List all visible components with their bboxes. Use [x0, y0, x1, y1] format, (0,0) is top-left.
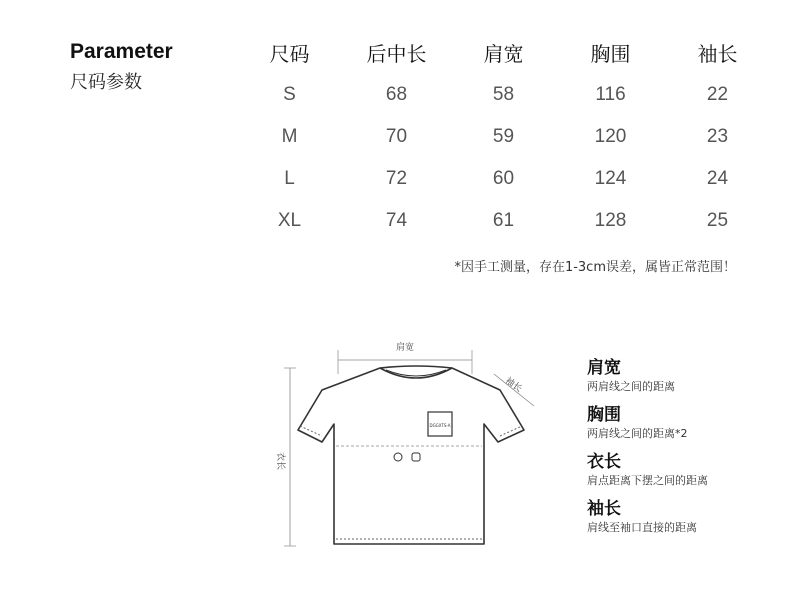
- legend-desc: 肩点距离下摆之间的距离: [587, 474, 708, 487]
- table-cell: 72: [385, 168, 408, 189]
- tshirt-outline: [298, 366, 524, 544]
- size-table-header: [236, 30, 771, 74]
- table-cell: L: [284, 168, 295, 189]
- legend-item-sleeve: [587, 498, 708, 535]
- shoulder-measure-label: 肩宽: [395, 343, 415, 353]
- table-row: [236, 158, 771, 200]
- legend-desc: 肩线至袖口直接的距离: [587, 521, 697, 534]
- column-header: 肩宽: [483, 41, 524, 66]
- legend-item-chest: [587, 404, 708, 441]
- front-icon: [412, 453, 420, 461]
- table-cell: 120: [594, 126, 627, 147]
- table-cell: 70: [385, 126, 408, 147]
- size-table: [236, 30, 771, 242]
- table-cell: 25: [706, 210, 729, 231]
- column-header: 袖长: [697, 41, 738, 66]
- table-cell: 61: [492, 210, 515, 231]
- parameter-subtitle: 尺码参数: [70, 72, 142, 93]
- sleeve-measure-label: 袖长: [503, 375, 524, 395]
- front-icon: [394, 453, 402, 461]
- table-cell: 116: [595, 84, 626, 105]
- table-cell: 128: [594, 210, 627, 231]
- column-header: 后中长: [366, 41, 427, 66]
- column-header: 尺码: [269, 41, 310, 66]
- table-cell: 68: [385, 84, 408, 105]
- legend-desc: 两肩线之间的距离*2: [587, 427, 688, 440]
- parameter-title: Parameter: [70, 40, 173, 63]
- sleeve-hem-left: [300, 426, 322, 436]
- table-cell: 58: [492, 84, 515, 105]
- table-cell: 22: [706, 84, 729, 105]
- legend-title: 衣长: [587, 452, 621, 472]
- measurement-legend: [587, 357, 708, 545]
- table-row: [236, 74, 771, 116]
- legend-title: 胸围: [587, 405, 621, 425]
- legend-title: 肩宽: [587, 358, 621, 378]
- table-cell: 60: [492, 168, 515, 189]
- length-measure-label: 衣长: [275, 452, 285, 471]
- table-cell: 59: [492, 126, 515, 147]
- table-cell: 24: [706, 168, 729, 189]
- tshirt-diagram: [262, 334, 562, 554]
- table-cell: 124: [594, 168, 627, 189]
- column-header: 胸围: [590, 41, 631, 66]
- table-cell: 23: [706, 126, 729, 147]
- table-cell: 74: [385, 210, 408, 231]
- table-cell: XL: [277, 210, 302, 231]
- legend-desc: 两肩线之间的距离: [587, 380, 675, 393]
- legend-item-shoulder: [587, 357, 708, 394]
- table-cell: S: [283, 84, 296, 105]
- table-cell: M: [281, 126, 298, 147]
- measurement-note: *因手工测量，存在1-3cm误差，属皆正常范围！: [454, 260, 736, 275]
- legend-title: 袖长: [587, 499, 621, 519]
- legend-item-length: [587, 451, 708, 488]
- sleeve-hem-right: [500, 426, 522, 436]
- table-row: [236, 200, 771, 242]
- table-row: [236, 116, 771, 158]
- pocket-text: DGGXTS-A: [429, 423, 451, 428]
